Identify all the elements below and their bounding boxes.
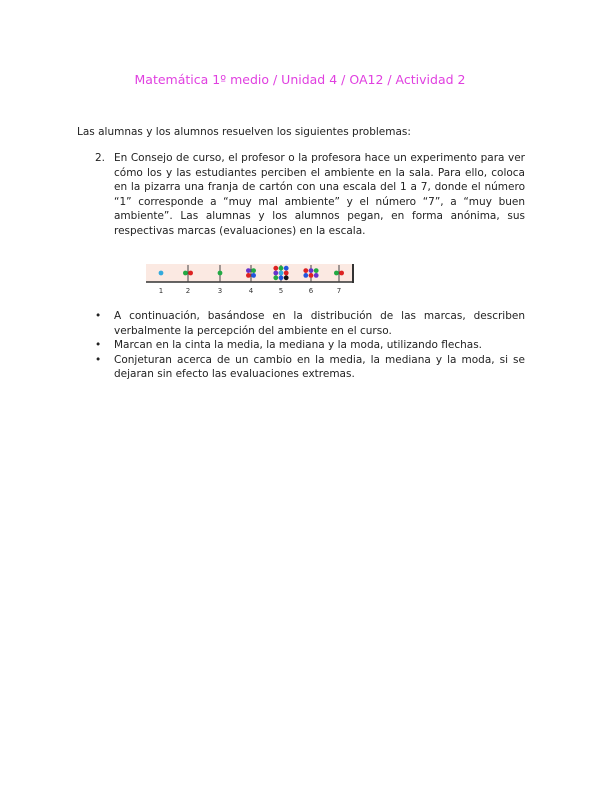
bullet-item	[95, 309, 525, 338]
bullet-text: Conjeturan acerca de un cambio en la media, la mediana y la moda, si se dejaran sin efecto las evaluaciones extremas.	[114, 353, 525, 380]
scale-mark	[279, 266, 284, 271]
scale-mark	[279, 271, 284, 276]
bullet-text: Marcan en la cinta la media, la mediana y la moda, utilizando flechas.	[114, 339, 483, 351]
scale-mark	[303, 273, 308, 278]
scale-label: 3	[217, 287, 223, 295]
scale-mark	[303, 268, 308, 273]
scale-mark	[246, 273, 251, 278]
scale-label: 1	[158, 287, 164, 295]
scale-mark	[314, 273, 319, 278]
bullet-symbol: •	[95, 339, 102, 351]
scale-label: 7	[336, 287, 342, 295]
scale-mark	[273, 266, 278, 271]
page-header: Matemática 1º medio / Unidad 4 / OA12 / Actividad 2	[134, 72, 466, 87]
scale-mark	[246, 268, 251, 273]
scale-mark	[188, 271, 193, 276]
scale-mark	[183, 271, 188, 276]
scale-mark	[334, 271, 339, 276]
scale-mark	[273, 275, 278, 280]
bullet-symbol: •	[95, 353, 102, 366]
scale-mark	[159, 271, 164, 276]
scale-mark	[251, 273, 256, 278]
scale-mark	[284, 271, 289, 276]
rating-scale-image	[146, 262, 356, 296]
problem-2	[95, 151, 525, 238]
scale-mark	[273, 271, 278, 276]
scale-mark	[218, 271, 223, 276]
bullet-item	[95, 353, 525, 382]
bullet-text: A continuación, basándose en la distribución de las marcas, describen verbalmente la percepción del ambiente en el curso.	[114, 310, 525, 337]
scale-label: 6	[308, 287, 314, 295]
intro-text: Las alumnas y los alumnos resuelven los siguientes problemas:	[77, 126, 411, 138]
scale-mark	[284, 275, 289, 280]
scale-mark	[279, 275, 284, 280]
problem-text: En Consejo de curso, el profesor o la profesora hace un experimento para ver cómo los y las estudiantes perciben el ambiente en la sala. Para ello, coloca en la pizarra una franja de cartón con una escala del 1 a 7, donde el número “1” corresponde a “muy mal ambiente” y el número “7”, a “muy buen ambiente”. Las alumnas y los alumnos pegan, en forma anónima, sus respectivas marcas (evaluaciones) en la escala.	[114, 152, 525, 237]
scale-mark	[309, 268, 314, 273]
scale-label: 2	[185, 287, 191, 295]
scale-mark	[309, 273, 314, 278]
scale-mark	[251, 268, 256, 273]
scale-band	[146, 264, 354, 282]
scale-mark	[314, 268, 319, 273]
bullet-list	[95, 309, 525, 382]
problem-number: 2.	[95, 152, 106, 164]
bullet-symbol: •	[95, 310, 102, 322]
scale-mark	[339, 271, 344, 276]
scale-mark	[284, 266, 289, 271]
scale-label: 4	[248, 287, 254, 295]
bullet-item	[95, 338, 525, 353]
scale-label: 5	[278, 287, 284, 295]
